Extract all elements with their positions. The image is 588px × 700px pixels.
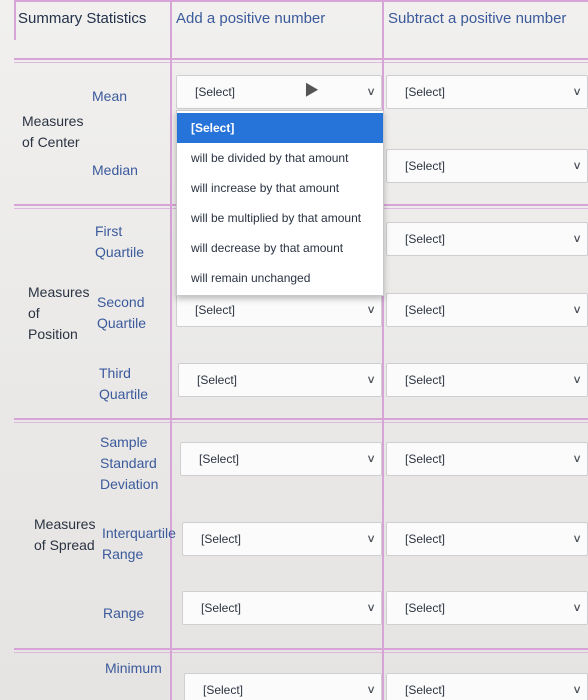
header-summary-statistics: Summary Statistics	[18, 10, 147, 27]
chevron-down-icon: ∨	[366, 86, 376, 98]
row-label-line: Interquartile	[102, 525, 176, 541]
grid-line	[170, 0, 172, 700]
chevron-down-icon: ∨	[572, 374, 582, 386]
group-measures-of-center	[22, 111, 83, 153]
select-value: [Select]	[195, 303, 236, 317]
group-label-line: Measures	[28, 284, 90, 300]
chevron-down-icon: ∨	[572, 684, 582, 696]
select-value: [Select]	[405, 85, 446, 99]
select-value: [Select]	[405, 303, 446, 317]
row-label-line: Sample	[100, 434, 148, 450]
option-label: will increase by that amount	[191, 181, 340, 195]
chevron-down-icon: ∨	[572, 304, 582, 316]
chevron-down-icon: ∨	[366, 533, 376, 545]
dropdown-option-decrease[interactable]	[177, 233, 383, 263]
select-third-quartile-subtract[interactable]	[386, 363, 588, 397]
grid-line	[14, 62, 588, 63]
select-iqr-subtract[interactable]	[386, 522, 588, 556]
select-minimum-add[interactable]	[184, 673, 382, 700]
row-label-line: Quartile	[97, 315, 147, 331]
select-value: [Select]	[405, 683, 446, 697]
grid-line	[14, 418, 588, 420]
grid-line	[14, 58, 588, 60]
select-value: [Select]	[203, 683, 244, 697]
select-value: [Select]	[195, 85, 236, 99]
select-second-quartile-subtract[interactable]	[386, 293, 588, 327]
group-label-line: Position	[28, 326, 78, 342]
chevron-down-icon: ∨	[572, 533, 582, 545]
select-value: [Select]	[405, 452, 446, 466]
group-measures-of-position	[28, 282, 89, 345]
row-label-line: Range	[102, 546, 144, 562]
row-label-line: Mean	[92, 88, 128, 104]
select-minimum-subtract[interactable]	[386, 673, 588, 700]
option-label: will remain unchanged	[191, 271, 311, 285]
select-value: [Select]	[201, 532, 242, 546]
chevron-down-icon: ∨	[572, 233, 582, 245]
chevron-down-icon: ∨	[366, 304, 376, 316]
dropdown-option-unchanged[interactable]	[177, 263, 383, 293]
group-label-line: Measures	[22, 113, 84, 129]
row-label-range	[103, 603, 144, 624]
row-label-line: Standard	[100, 455, 157, 471]
row-label-line: Third	[99, 365, 131, 381]
select-third-quartile-add[interactable]	[178, 363, 382, 397]
row-label-first-quartile	[95, 221, 144, 263]
grid-line	[14, 422, 588, 423]
row-label-line: Range	[103, 605, 145, 621]
row-label-line: Deviation	[100, 476, 159, 492]
group-label-line: Measures	[34, 516, 96, 532]
select-value: [Select]	[199, 452, 240, 466]
select-value: [Select]	[197, 373, 238, 387]
chevron-down-icon: ∨	[572, 453, 582, 465]
grid-line	[14, 652, 588, 653]
group-label-line: of Spread	[34, 537, 95, 553]
select-value: [Select]	[405, 159, 446, 173]
select-median-subtract[interactable]	[386, 149, 588, 183]
select-iqr-add[interactable]	[182, 522, 382, 556]
dropdown-option-multiplied[interactable]	[177, 203, 383, 233]
grid-line	[14, 648, 588, 650]
dropdown-options-list	[176, 110, 384, 296]
row-label-minimum	[105, 658, 162, 679]
select-mean-subtract[interactable]	[386, 75, 588, 109]
chevron-down-icon: ∨	[572, 160, 582, 172]
option-label: [Select]	[191, 121, 235, 135]
row-label-line: Median	[92, 162, 138, 178]
chevron-down-icon: ∨	[366, 684, 376, 696]
select-std-dev-add[interactable]	[180, 442, 382, 476]
select-value: [Select]	[405, 532, 446, 546]
select-range-add[interactable]	[182, 591, 382, 625]
select-first-quartile-subtract[interactable]	[386, 222, 588, 256]
row-label-median	[92, 160, 138, 181]
row-label-interquartile-range	[102, 523, 176, 565]
dropdown-option-divided[interactable]	[177, 143, 383, 173]
chevron-down-icon: ∨	[572, 602, 582, 614]
row-label-sample-standard-deviation	[100, 432, 158, 495]
row-label-line: Quartile	[95, 244, 145, 260]
chevron-down-icon: ∨	[572, 86, 582, 98]
select-range-subtract[interactable]	[386, 591, 588, 625]
row-label-line: Second	[97, 294, 145, 310]
grid-line	[382, 0, 384, 700]
group-label-line: of	[28, 305, 40, 321]
option-label: will be divided by that amount	[191, 151, 349, 165]
dropdown-option-select[interactable]	[177, 113, 383, 143]
row-label-third-quartile	[99, 363, 148, 405]
chevron-down-icon: ∨	[366, 374, 376, 386]
option-label: will decrease by that amount	[191, 241, 344, 255]
grid-line	[14, 0, 588, 2]
row-label-line: Minimum	[105, 660, 162, 676]
dropdown-option-increase[interactable]	[177, 173, 383, 203]
select-value: [Select]	[201, 601, 242, 615]
row-label-mean	[92, 86, 127, 107]
header-add-positive: Add a positive number	[176, 10, 326, 27]
grid-line	[14, 0, 16, 40]
row-label-second-quartile	[97, 292, 146, 334]
select-mean-add[interactable]	[176, 75, 382, 109]
row-label-line: Quartile	[99, 386, 149, 402]
select-second-quartile-add[interactable]	[176, 293, 382, 327]
group-label-line: of Center	[22, 134, 80, 150]
select-value: [Select]	[405, 232, 446, 246]
header-subtract-positive: Subtract a positive number	[388, 10, 567, 27]
option-label: will be multiplied by that amount	[191, 211, 362, 225]
chevron-down-icon: ∨	[366, 602, 376, 614]
row-label-line: First	[95, 223, 123, 239]
select-value: [Select]	[405, 601, 446, 615]
chevron-down-icon: ∨	[366, 453, 376, 465]
group-measures-of-spread	[34, 514, 95, 556]
select-std-dev-subtract[interactable]	[386, 442, 588, 476]
select-value: [Select]	[405, 373, 446, 387]
